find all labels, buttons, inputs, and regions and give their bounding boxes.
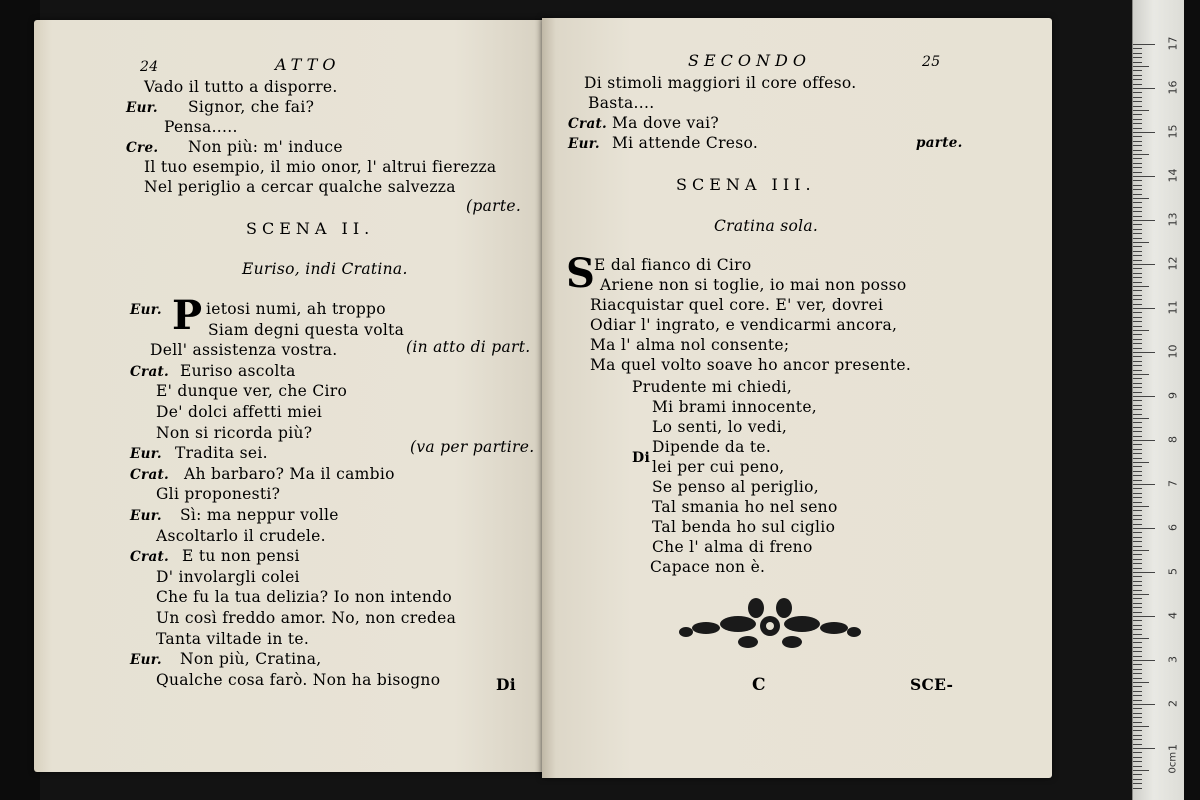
ruler-tick-minor	[1133, 471, 1142, 472]
ruler-number: 14	[1166, 168, 1180, 183]
speaker-label: Crat.	[568, 116, 608, 132]
right-catchword: SCE-	[910, 675, 954, 694]
ruler-tick-minor	[1133, 194, 1142, 195]
ruler-tick-minor	[1133, 370, 1142, 371]
ruler-tick-minor	[1133, 365, 1142, 366]
ruler-tick-minor	[1133, 761, 1142, 762]
ruler-tick-minor	[1133, 779, 1142, 780]
monologue-line: E dal fianco di Ciro	[594, 256, 752, 274]
scene-title-3: SCENA III.	[676, 175, 816, 194]
ruler-tick-minor	[1133, 466, 1142, 467]
ruler-tick-minor	[1133, 638, 1149, 639]
ruler-tick-major	[1133, 176, 1155, 177]
ruler-tick-minor	[1133, 286, 1149, 287]
ruler-tick-minor	[1133, 532, 1142, 533]
verse-line: Il tuo esempio, il mio onor, l' altrui fierezza	[144, 158, 497, 176]
ruler-tick-minor	[1133, 678, 1142, 679]
left-running-head: ATTO	[275, 55, 341, 74]
ruler-tick-minor	[1133, 682, 1149, 683]
ruler-tick-major	[1133, 352, 1155, 353]
ruler-tick-minor	[1133, 669, 1142, 670]
ruler-tick-minor	[1133, 136, 1142, 137]
stage-direction-parte-right: parte.	[916, 135, 963, 151]
ruler-tick-major	[1133, 440, 1155, 441]
ruler-tick-minor	[1133, 260, 1142, 261]
ruler-tick-minor	[1133, 488, 1142, 489]
ruler-tick-minor	[1133, 202, 1142, 203]
ruler-number: 11	[1166, 300, 1180, 315]
aria-marker: Di	[632, 450, 651, 466]
verse-line: Non più: m' induce	[188, 138, 343, 156]
speaker-label: Eur.	[130, 446, 162, 462]
ruler-tick-minor	[1133, 141, 1142, 142]
ruler-tick-minor	[1133, 383, 1142, 384]
verse-line: Mi attende Creso.	[612, 134, 759, 152]
ruler-tick-minor	[1133, 458, 1142, 459]
ruler-tick-minor	[1133, 519, 1142, 520]
aria-line: Tal smania ho nel seno	[652, 498, 838, 516]
ruler-number: 2	[1166, 700, 1180, 707]
ruler-tick-minor	[1133, 603, 1142, 604]
ruler-tick-minor	[1133, 53, 1142, 54]
ruler-tick-minor	[1133, 409, 1142, 410]
ruler-tick-major	[1133, 44, 1155, 45]
ruler-tick-minor	[1133, 418, 1149, 419]
ruler-tick-minor	[1133, 713, 1142, 714]
dialogue-line: Sì: ma neppur volle	[180, 506, 339, 524]
ruler-tick-minor	[1133, 242, 1149, 243]
verse-line: Basta....	[588, 94, 655, 112]
ruler-tick-minor	[1133, 158, 1142, 159]
ruler-tick-minor	[1133, 321, 1142, 322]
ruler-tick-minor	[1133, 414, 1142, 415]
dialogue-line: ietosi numi, ah troppo	[206, 300, 386, 318]
left-page-number: 24	[140, 59, 159, 75]
ruler-tick-minor	[1133, 506, 1149, 507]
dialogue-line: Tanta viltade in te.	[156, 630, 310, 648]
ruler-tick-minor	[1133, 581, 1142, 582]
speaker-label: Cre.	[126, 140, 159, 156]
ruler-tick-minor	[1133, 378, 1142, 379]
aria-line: Lo senti, lo vedi,	[652, 418, 788, 436]
ruler-tick-minor	[1133, 598, 1142, 599]
ruler-tick-minor	[1133, 708, 1142, 709]
stage-direction-va-per-partire: (va per partire.	[410, 438, 535, 456]
aria-line: lei per cui peno,	[652, 458, 785, 476]
ruler-tick-minor	[1133, 550, 1149, 551]
ruler-number: 8	[1166, 436, 1180, 443]
ruler-tick-major	[1133, 220, 1155, 221]
ruler-tick-minor	[1133, 475, 1142, 476]
ruler-tick-minor	[1133, 726, 1149, 727]
ruler-tick-minor	[1133, 66, 1149, 67]
ruler-tick-minor	[1133, 290, 1142, 291]
ruler-tick-minor	[1133, 612, 1142, 613]
ruler-number: 15	[1166, 124, 1180, 139]
dialogue-line: E' dunque ver, che Ciro	[156, 382, 348, 400]
aria-line: Tal benda ho sul ciglio	[652, 518, 836, 536]
ruler-tick-minor	[1133, 273, 1142, 274]
ruler-tick-minor	[1133, 568, 1142, 569]
ruler-tick-major	[1133, 484, 1155, 485]
speaker-label: Crat.	[130, 549, 170, 565]
right-page-number: 25	[922, 54, 941, 70]
dialogue-line: Qualche cosa farò. Non ha bisogno	[156, 671, 441, 689]
right-running-head: SECONDO	[688, 51, 811, 70]
ruler-tick-minor	[1133, 233, 1142, 234]
ruler-number: 5	[1166, 568, 1180, 575]
ruler-tick-minor	[1133, 295, 1142, 296]
ruler-tick-minor	[1133, 246, 1142, 247]
background-right-edge	[1184, 0, 1200, 800]
ruler-tick-minor	[1133, 686, 1142, 687]
dialogue-line: Non si ricorda più?	[156, 424, 313, 442]
dialogue-line: E tu non pensi	[182, 547, 300, 565]
ruler-tick-minor	[1133, 84, 1142, 85]
ruler-tick-minor	[1133, 392, 1142, 393]
aria-line: Se penso al periglio,	[652, 478, 819, 496]
ruler-tick-minor	[1133, 167, 1142, 168]
ruler-tick-minor	[1133, 317, 1142, 318]
ruler-tick-minor	[1133, 123, 1142, 124]
ruler-tick-minor	[1133, 594, 1149, 595]
ruler-number: 1	[1166, 744, 1180, 751]
aria-line: Mi brami innocente,	[652, 398, 818, 416]
ruler-tick-minor	[1133, 422, 1142, 423]
ruler-tick-major	[1133, 132, 1155, 133]
ruler-tick-minor	[1133, 783, 1142, 784]
ruler-tick-major	[1133, 264, 1155, 265]
ruler-tick-minor	[1133, 453, 1142, 454]
ruler-tick-minor	[1133, 563, 1142, 564]
stage-direction-in-atto: (in atto di part.	[406, 338, 531, 356]
ruler-tick-minor	[1133, 238, 1142, 239]
ruler-tick-minor	[1133, 691, 1142, 692]
ruler-tick-minor	[1133, 101, 1142, 102]
aria-line: Prudente mi chiedi,	[632, 378, 793, 396]
monologue-line: Riacquistar quel core. E' ver, dovrei	[590, 296, 884, 314]
scene-title-2: SCENA II.	[246, 219, 375, 238]
ruler-tick-minor	[1133, 299, 1142, 300]
verse-line: Signor, che fai?	[188, 98, 315, 116]
ruler-tick-minor	[1133, 48, 1142, 49]
ruler-tick-minor	[1133, 185, 1142, 186]
ruler-tick-major	[1133, 572, 1155, 573]
ruler-tick-minor	[1133, 172, 1142, 173]
dialogue-line: De' dolci affetti miei	[156, 403, 323, 421]
ruler-tick-minor	[1133, 717, 1142, 718]
dialogue-line: Tradita sei.	[175, 444, 268, 462]
ruler-tick-minor	[1133, 189, 1142, 190]
ruler-tick-minor	[1133, 361, 1142, 362]
ruler-tick-minor	[1133, 766, 1142, 767]
ruler-tick-minor	[1133, 642, 1142, 643]
ruler-tick-minor	[1133, 339, 1142, 340]
monologue-line: Ma quel volto soave ho ancor presente.	[590, 356, 912, 374]
ruler-tick-major	[1133, 660, 1155, 661]
ruler-tick-minor	[1133, 695, 1142, 696]
ruler-tick-minor	[1133, 198, 1149, 199]
ruler-tick-minor	[1133, 110, 1149, 111]
ruler-tick-minor	[1133, 502, 1142, 503]
ruler-tick-minor	[1133, 524, 1142, 525]
dialogue-line: Ascoltarlo il crudele.	[156, 527, 326, 545]
monologue-line: Odiar l' ingrato, e vendicarmi ancora,	[590, 316, 898, 334]
ruler-tick-major	[1133, 396, 1155, 397]
verse-line: Pensa.....	[164, 118, 238, 136]
ruler-tick-minor	[1133, 207, 1142, 208]
ruler-tick-minor	[1133, 343, 1142, 344]
speaker-label: Eur.	[568, 136, 600, 152]
ruler-tick-minor	[1133, 106, 1142, 107]
ruler-tick-minor	[1133, 515, 1142, 516]
ruler-number: 17	[1166, 36, 1180, 51]
ruler-tick-minor	[1133, 145, 1142, 146]
ruler-tick-major	[1133, 748, 1155, 749]
ruler-tick-minor	[1133, 497, 1142, 498]
signature-mark: C	[752, 675, 766, 695]
ruler-tick-minor	[1133, 739, 1142, 740]
ruler-tick-minor	[1133, 154, 1149, 155]
ruler-tick-major	[1133, 528, 1155, 529]
measuring-ruler	[1132, 0, 1185, 800]
ruler-tick-minor	[1133, 656, 1142, 657]
ruler-tick-minor	[1133, 744, 1142, 745]
ruler-tick-minor	[1133, 730, 1142, 731]
speaker-label: Eur.	[130, 302, 162, 318]
ruler-tick-minor	[1133, 436, 1142, 437]
ruler-tick-minor	[1133, 282, 1142, 283]
ruler-tick-minor	[1133, 79, 1142, 80]
ruler-tick-minor	[1133, 585, 1142, 586]
ruler-tick-minor	[1133, 163, 1142, 164]
scene-subtitle-2: Euriso, indi Cratina.	[242, 260, 408, 278]
speaker-label: Crat.	[130, 467, 170, 483]
ruler-tick-minor	[1133, 629, 1142, 630]
ruler-tick-minor	[1133, 387, 1142, 388]
monologue-line: Ma l' alma nol consente;	[590, 336, 790, 354]
ruler-tick-minor	[1133, 216, 1142, 217]
ruler-tick-minor	[1133, 554, 1142, 555]
dialogue-line: Dell' assistenza vostra.	[150, 341, 338, 359]
ruler-tick-minor	[1133, 277, 1142, 278]
ruler-tick-minor	[1133, 251, 1142, 252]
ruler-tick-minor	[1133, 774, 1142, 775]
ruler-tick-minor	[1133, 62, 1142, 63]
ruler-tick-major	[1133, 616, 1155, 617]
ruler-tick-minor	[1133, 268, 1142, 269]
ruler-tick-minor	[1133, 211, 1142, 212]
ruler-number: 9	[1166, 392, 1180, 399]
ruler-tick-minor	[1133, 75, 1142, 76]
ruler-tick-minor	[1133, 757, 1142, 758]
ruler-tick-minor	[1133, 449, 1142, 450]
dialogue-line: Euriso ascolta	[180, 362, 296, 380]
ruler-number: 4	[1166, 612, 1180, 619]
ruler-tick-major	[1133, 88, 1155, 89]
ruler-number: 13	[1166, 212, 1180, 227]
ruler-tick-minor	[1133, 128, 1142, 129]
ruler-tick-minor	[1133, 374, 1149, 375]
ruler-tick-minor	[1133, 735, 1142, 736]
ruler-tick-minor	[1133, 625, 1142, 626]
aria-line: Capace non è.	[650, 558, 766, 576]
left-catchword: Di	[496, 675, 516, 694]
ruler-number: 7	[1166, 480, 1180, 487]
ruler-tick-minor	[1133, 255, 1142, 256]
ruler-tick-minor	[1133, 92, 1142, 93]
verse-line: Vado il tutto a disporre.	[144, 78, 338, 96]
dialogue-line: Non più, Cratina,	[180, 650, 322, 668]
ruler-tick-minor	[1133, 480, 1142, 481]
ruler-tick-minor	[1133, 348, 1142, 349]
ruler-unit: 0cm	[1167, 751, 1179, 774]
ruler-tick-minor	[1133, 180, 1142, 181]
ruler-tick-minor	[1133, 312, 1142, 313]
ruler-tick-minor	[1133, 431, 1142, 432]
ruler-tick-minor	[1133, 114, 1142, 115]
ruler-tick-minor	[1133, 546, 1142, 547]
ruler-tick-minor	[1133, 427, 1142, 428]
scene-subtitle-3: Cratina sola.	[714, 217, 819, 235]
ruler-tick-minor	[1133, 150, 1142, 151]
ruler-tick-minor	[1133, 620, 1142, 621]
ruler-number: 16	[1166, 80, 1180, 95]
ruler-tick-minor	[1133, 722, 1142, 723]
speaker-label: Eur.	[130, 508, 162, 524]
ruler-tick-minor	[1133, 97, 1142, 98]
ruler-tick-minor	[1133, 356, 1142, 357]
verse-line: Ma dove vai?	[612, 114, 720, 132]
ruler-tick-minor	[1133, 405, 1142, 406]
dialogue-line: D' involargli colei	[156, 568, 300, 586]
ruler-tick-major	[1133, 704, 1155, 705]
verse-line: Nel periglio a cercar qualche salvezza	[144, 178, 456, 196]
ruler-tick-minor	[1133, 444, 1142, 445]
ruler-tick-minor	[1133, 752, 1142, 753]
ruler-tick-minor	[1133, 70, 1142, 71]
speaker-label: Eur.	[130, 652, 162, 668]
dialogue-line: Un così freddo amor. No, non credea	[156, 609, 457, 627]
ruler-number: 10	[1166, 344, 1180, 359]
aria-line: Dipende da te.	[652, 438, 772, 456]
ruler-tick-minor	[1133, 664, 1142, 665]
ruler-tick-minor	[1133, 673, 1142, 674]
ruler-tick-minor	[1133, 229, 1142, 230]
dialogue-line: Siam degni questa volta	[208, 321, 405, 339]
dropcap-s: S	[566, 250, 595, 297]
ruler-tick-minor	[1133, 634, 1142, 635]
ruler-tick-minor	[1133, 700, 1142, 701]
ruler-tick-minor	[1133, 590, 1142, 591]
speaker-label: Eur.	[126, 100, 158, 116]
ruler-tick-minor	[1133, 541, 1142, 542]
ruler-tick-minor	[1133, 326, 1142, 327]
ruler-tick-minor	[1133, 57, 1142, 58]
ruler-tick-minor	[1133, 334, 1142, 335]
ruler-tick-minor	[1133, 559, 1142, 560]
ruler-tick-minor	[1133, 224, 1142, 225]
dialogue-line: Ah barbaro? Ma il cambio	[184, 465, 395, 483]
speaker-label: Crat.	[130, 364, 170, 380]
ruler-tick-minor	[1133, 788, 1142, 789]
dialogue-line: Gli proponesti?	[156, 485, 281, 503]
ruler-tick-minor	[1133, 537, 1142, 538]
ruler-tick-minor	[1133, 462, 1149, 463]
ruler-tick-minor	[1133, 647, 1142, 648]
ruler-tick-minor	[1133, 576, 1142, 577]
ruler-tick-minor	[1133, 770, 1149, 771]
ruler-tick-minor	[1133, 607, 1142, 608]
stage-direction-parte: (parte.	[466, 197, 522, 215]
ruler-tick-major	[1133, 308, 1155, 309]
dialogue-line: Che fu la tua delizia? Io non intendo	[156, 588, 452, 606]
ruler-tick-minor	[1133, 119, 1142, 120]
ruler-tick-minor	[1133, 400, 1142, 401]
aria-line: Che l' alma di freno	[652, 538, 813, 556]
ruler-number: 3	[1166, 656, 1180, 663]
monologue-line: Ariene non si toglie, io mai non posso	[600, 276, 907, 294]
ruler-tick-minor	[1133, 330, 1149, 331]
printers-ornament	[678, 594, 862, 654]
dropcap-p: P	[172, 292, 203, 339]
ruler-tick-minor	[1133, 651, 1142, 652]
verse-line: Di stimoli maggiori il core offeso.	[584, 74, 857, 92]
ruler-number: 6	[1166, 524, 1180, 531]
ruler-tick-minor	[1133, 304, 1142, 305]
ruler-number: 12	[1166, 256, 1180, 271]
ruler-tick-minor	[1133, 493, 1142, 494]
ruler-tick-minor	[1133, 510, 1142, 511]
